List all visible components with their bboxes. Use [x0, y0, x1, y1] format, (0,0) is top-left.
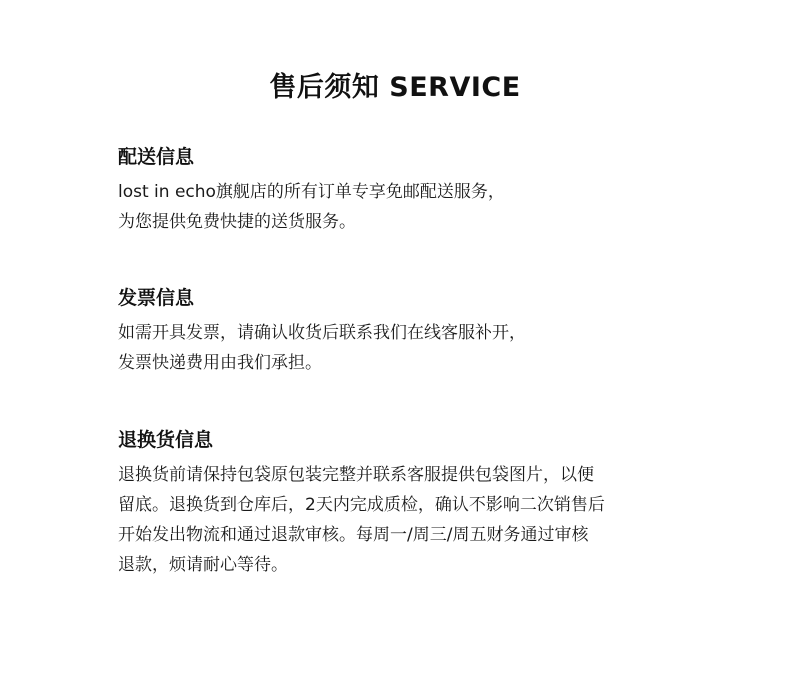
section-invoice-info [118, 284, 718, 378]
body-line: 退款，烦请耐心等待。 [118, 555, 288, 575]
section-delivery-info [118, 143, 718, 237]
section-body [118, 318, 718, 378]
body-line: 留底。退换货到仓库后，2天内完成质检，确认不影响二次销售后 [118, 495, 605, 515]
section-heading: 发票信息 [118, 287, 195, 309]
body-line: 开始发出物流和通过退款审核。每周一/周三/周五财务通过审核 [118, 525, 589, 545]
section-body [118, 177, 718, 237]
page-title: 售后须知 SERVICE [269, 72, 521, 103]
section-heading: 配送信息 [118, 146, 195, 168]
section-body [118, 460, 718, 580]
body-line: 为您提供免费快捷的送货服务。 [118, 212, 356, 232]
section-return-exchange-info [118, 426, 718, 580]
body-line: lost in echo旗舰店的所有订单专享免邮配送服务， [118, 182, 505, 202]
body-line: 如需开具发票，请确认收货后联系我们在线客服补开， [118, 323, 526, 343]
section-heading: 退换货信息 [118, 429, 214, 451]
body-line: 退换货前请保持包袋原包装完整并联系客服提供包袋图片，以便 [118, 465, 594, 485]
body-line: 发票快递费用由我们承担。 [118, 353, 322, 373]
